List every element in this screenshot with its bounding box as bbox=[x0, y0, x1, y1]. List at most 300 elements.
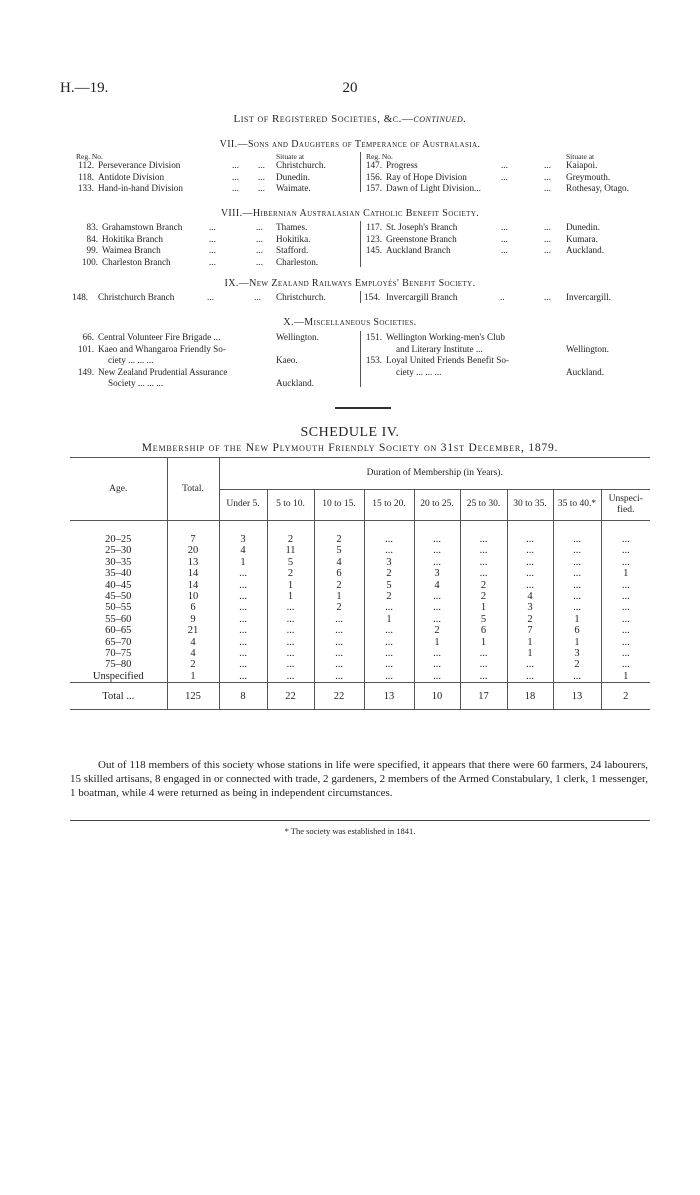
section-ix-title: IX.—New Zealand Railways Employés' Benefit Society. bbox=[224, 278, 476, 289]
duration-cell: ... bbox=[219, 671, 267, 683]
leader-dots: ... bbox=[544, 183, 551, 193]
leader-dots: ... bbox=[256, 222, 263, 232]
table-row bbox=[70, 545, 650, 556]
society-name-cont: and Literary Institute ... bbox=[396, 343, 483, 354]
society-name: Kaeo and Whangaroa Friendly So- bbox=[98, 343, 226, 354]
duration-cell: ... bbox=[414, 671, 460, 683]
duration-cell: ... bbox=[314, 671, 364, 683]
section-x-title: X.—Miscellaneous Societies. bbox=[283, 317, 417, 328]
header-total: Total. bbox=[167, 458, 219, 521]
society-entry bbox=[364, 183, 634, 195]
age-cell: 30–35 bbox=[105, 556, 132, 568]
leader-dots: ... bbox=[501, 245, 508, 255]
duration-cell: ... bbox=[601, 545, 650, 556]
duration-cell: 5 bbox=[267, 557, 314, 568]
duration-cell: ... bbox=[314, 625, 364, 636]
society-entry bbox=[72, 367, 357, 390]
duration-cell: 6 bbox=[314, 568, 364, 579]
duration-cell: ... bbox=[507, 534, 553, 545]
sec7-left-reg-head: Reg. No. bbox=[76, 152, 103, 161]
reg-number: 149. bbox=[77, 366, 94, 377]
table-row bbox=[70, 557, 650, 568]
duration-cell: ... bbox=[267, 659, 314, 670]
document-reference: H.—19. bbox=[60, 80, 109, 96]
section-viii-title: VIII.—Hibernian Australasian Catholic Benefit Society. bbox=[220, 208, 480, 219]
reg-number: 148. bbox=[72, 292, 89, 302]
sec7-right-reg-head: Reg. No. bbox=[366, 152, 393, 161]
sec8-divider bbox=[360, 221, 361, 267]
duration-cell: ... bbox=[460, 671, 507, 683]
duration-cell: ... bbox=[460, 534, 507, 545]
duration-cell: ... bbox=[219, 614, 267, 625]
society-name-cont: Society ... ... ... bbox=[108, 378, 164, 388]
society-name: Christchurch Branch bbox=[98, 292, 175, 302]
duration-cell: ... bbox=[460, 659, 507, 670]
society-name: Waimea Branch bbox=[102, 245, 161, 255]
situate-place: Rothesay, Otago. bbox=[566, 183, 629, 193]
section-vii-title: VII.—Sons and Daughters of Temperance of Australasia. bbox=[219, 139, 481, 150]
duration-cell: ... bbox=[414, 534, 460, 545]
age-cell: Unspecified bbox=[92, 670, 144, 682]
duration-cell: ... bbox=[267, 671, 314, 683]
reg-number: 154. bbox=[364, 292, 381, 302]
sec7-left-situate-head: Situate at bbox=[276, 152, 305, 161]
sec9-left-entry bbox=[72, 292, 362, 304]
leader-dots: ... bbox=[258, 160, 265, 170]
header-duration-col: 25 to 30. bbox=[460, 489, 507, 521]
duration-cell: ... bbox=[553, 591, 601, 602]
leader-dots: ... bbox=[501, 171, 508, 182]
duration-cell: ... bbox=[460, 557, 507, 568]
situate-place: Waimate. bbox=[276, 183, 311, 193]
table-row bbox=[70, 602, 650, 613]
duration-total-cell: 13 bbox=[364, 683, 414, 710]
leader-dots: ... bbox=[254, 292, 261, 302]
duration-total-cell: 8 bbox=[219, 683, 267, 710]
duration-cell: 6 bbox=[460, 625, 507, 636]
reg-number: 157. bbox=[365, 183, 382, 193]
duration-cell: ... bbox=[364, 659, 414, 670]
duration-cell: 2 bbox=[460, 591, 507, 602]
duration-cell: ... bbox=[460, 545, 507, 556]
situate-place: Wellington. bbox=[566, 343, 609, 354]
leader-dots: ... bbox=[501, 233, 508, 244]
society-entry bbox=[76, 160, 356, 172]
sec9-right-entry bbox=[364, 292, 634, 304]
sec10-divider bbox=[360, 331, 361, 387]
leader-dots: ... bbox=[207, 292, 214, 302]
society-name: Ray of Hope Division bbox=[386, 171, 467, 182]
reg-number: 112. bbox=[78, 160, 94, 170]
table-row bbox=[70, 659, 650, 670]
table-row bbox=[70, 591, 650, 602]
reg-number: 84. bbox=[86, 233, 98, 244]
duration-total-cell: 18 bbox=[507, 683, 553, 710]
leader-dots: ... bbox=[544, 292, 551, 302]
duration-total-cell: 2 bbox=[601, 683, 650, 710]
table-body bbox=[70, 521, 650, 710]
sec10-right-list bbox=[364, 332, 634, 378]
duration-cell: 2 bbox=[507, 614, 553, 625]
society-name: Hand-in-hand Division bbox=[98, 183, 183, 193]
age-cell: 40–45 bbox=[105, 579, 132, 591]
total-cell: 4 bbox=[167, 637, 219, 648]
sec9-divider bbox=[360, 291, 361, 303]
society-name: Grahamstown Branch bbox=[102, 222, 183, 232]
duration-cell: ... bbox=[364, 534, 414, 545]
duration-cell: 4 bbox=[507, 591, 553, 602]
duration-cell: 1 bbox=[507, 637, 553, 648]
total-cell: 20 bbox=[167, 545, 219, 556]
duration-cell: 1 bbox=[364, 614, 414, 625]
duration-cell: ... bbox=[553, 602, 601, 613]
leader-dots: ... bbox=[258, 183, 265, 193]
duration-cell: 1 bbox=[553, 614, 601, 625]
society-entry bbox=[76, 172, 356, 184]
situate-place: Hokitika. bbox=[276, 233, 311, 244]
duration-cell: 2 bbox=[364, 591, 414, 602]
list-title-continued: continued. bbox=[413, 113, 467, 125]
duration-cell: ... bbox=[267, 602, 314, 613]
duration-cell: 2 bbox=[267, 568, 314, 579]
duration-cell: 1 bbox=[553, 637, 601, 648]
society-name: Dawn of Light Division... bbox=[386, 183, 481, 193]
society-name: Wellington Working-men's Club bbox=[386, 332, 505, 342]
duration-cell: ... bbox=[219, 568, 267, 579]
leader-dots: ... bbox=[544, 160, 551, 170]
society-name: Loyal United Friends Benefit So- bbox=[386, 355, 509, 365]
situate-place: Christchurch. bbox=[276, 292, 326, 302]
duration-cell: ... bbox=[507, 659, 553, 670]
duration-cell: ... bbox=[364, 648, 414, 659]
leader-dots: ... bbox=[232, 160, 239, 170]
table-row bbox=[70, 648, 650, 659]
society-entry bbox=[364, 234, 634, 246]
total-cell: 13 bbox=[167, 557, 219, 568]
duration-cell: ... bbox=[601, 637, 650, 648]
duration-cell: ... bbox=[553, 545, 601, 556]
age-cell: 75–80 bbox=[105, 659, 132, 671]
duration-cell: ... bbox=[314, 637, 364, 648]
schedule-subtitle: Membership of the New Plymouth Friendly Society on 31st December, 1879. bbox=[141, 442, 559, 454]
situate-place: Christchurch. bbox=[276, 160, 326, 170]
society-entry bbox=[72, 344, 357, 367]
society-entry bbox=[76, 245, 356, 257]
society-name: Hokitika Branch bbox=[102, 233, 163, 244]
leader-dots: ... bbox=[209, 233, 216, 244]
total-cell: 9 bbox=[167, 614, 219, 625]
header-duration-col: 5 to 10. bbox=[267, 489, 314, 521]
duration-cell: ... bbox=[364, 602, 414, 613]
duration-cell: 1 bbox=[460, 602, 507, 613]
leader-dots: ... bbox=[544, 222, 551, 232]
leader-dots: ... bbox=[544, 233, 551, 244]
table-header-row-1 bbox=[70, 458, 650, 490]
duration-cell: ... bbox=[267, 625, 314, 636]
duration-cell: ... bbox=[414, 659, 460, 670]
sec8-left-list bbox=[76, 222, 356, 268]
situate-place: Kaeo. bbox=[276, 355, 298, 365]
duration-cell: 2 bbox=[414, 625, 460, 636]
total-cell: 2 bbox=[167, 659, 219, 670]
table-row bbox=[70, 568, 650, 579]
age-cell: 50–55 bbox=[105, 602, 132, 614]
duration-cell: ... bbox=[507, 671, 553, 683]
leader-dots: ... bbox=[256, 233, 263, 244]
list-title bbox=[0, 113, 700, 125]
duration-total-cell: 22 bbox=[267, 683, 314, 710]
membership-table bbox=[70, 457, 650, 710]
schedule-title: SCHEDULE IV. bbox=[300, 425, 400, 440]
society-entry bbox=[364, 332, 634, 355]
duration-cell: ... bbox=[507, 545, 553, 556]
header-duration-group: Duration of Membership (in Years). bbox=[219, 458, 650, 490]
duration-cell: 2 bbox=[460, 580, 507, 591]
duration-cell: ... bbox=[414, 591, 460, 602]
duration-total-cell: 22 bbox=[314, 683, 364, 710]
society-name-cont: ciety ... ... ... bbox=[108, 355, 154, 365]
sec10-left-list bbox=[72, 332, 357, 390]
duration-cell: 2 bbox=[553, 659, 601, 670]
reg-number: 123. bbox=[365, 233, 382, 244]
duration-cell: 3 bbox=[507, 602, 553, 613]
duration-cell: 4 bbox=[414, 580, 460, 591]
header-duration-col: 10 to 15. bbox=[314, 489, 364, 521]
society-entry bbox=[364, 222, 634, 234]
society-entry bbox=[76, 257, 356, 269]
duration-cell: 1 bbox=[314, 591, 364, 602]
total-label: Total ... bbox=[70, 683, 167, 710]
duration-cell: ... bbox=[314, 659, 364, 670]
society-name: Central Volunteer Fire Brigade ... bbox=[98, 332, 221, 342]
duration-cell: ... bbox=[460, 568, 507, 579]
reg-number: 153. bbox=[365, 355, 382, 365]
situate-place: Auckland. bbox=[566, 366, 605, 377]
situate-place: Dunedin. bbox=[566, 222, 600, 232]
duration-cell: 1 bbox=[267, 591, 314, 602]
duration-cell: ... bbox=[314, 614, 364, 625]
occupation-paragraph: Out of 118 members of this society whose stations in life were specified, it appears that there were 60 farmers, 24 labourers, 15 skilled artisans, 8 engaged in or connected with trade, 2 gardeners, 2 members of the Armed Constabulary, 1 clerk, 1 messenger, 1 boatman, while 4 were returned as being in independent circumstances. bbox=[70, 759, 648, 799]
duration-cell: ... bbox=[414, 648, 460, 659]
situate-place: Thames. bbox=[276, 222, 308, 232]
duration-cell: ... bbox=[219, 580, 267, 591]
total-cell: 125 bbox=[167, 683, 219, 710]
duration-cell: 4 bbox=[219, 545, 267, 556]
duration-cell: ... bbox=[601, 591, 650, 602]
society-entry bbox=[72, 332, 357, 344]
duration-cell: ... bbox=[219, 591, 267, 602]
age-cell: 70–75 bbox=[105, 648, 132, 660]
header-duration-col: 15 to 20. bbox=[364, 489, 414, 521]
society-entry bbox=[76, 234, 356, 246]
footnote-rule bbox=[70, 820, 650, 821]
duration-cell: ... bbox=[414, 545, 460, 556]
leader-dots: ... bbox=[232, 183, 239, 193]
leader-dots: ... bbox=[209, 256, 216, 267]
page-number: 20 bbox=[342, 80, 358, 96]
society-entry bbox=[76, 183, 356, 195]
total-cell: 6 bbox=[167, 602, 219, 613]
duration-cell: ... bbox=[219, 659, 267, 670]
sec7-right-list bbox=[364, 160, 634, 195]
header-duration-col: 20 to 25. bbox=[414, 489, 460, 521]
leader-dots: ... bbox=[209, 245, 216, 255]
spacer-row bbox=[70, 521, 650, 535]
duration-cell: ... bbox=[601, 602, 650, 613]
duration-cell: ... bbox=[219, 637, 267, 648]
total-cell: 1 bbox=[167, 671, 219, 683]
duration-cell: 1 bbox=[601, 568, 650, 579]
situate-place: Auckland. bbox=[276, 378, 315, 388]
leader-dots: ... bbox=[501, 160, 508, 170]
age-cell: 35–40 bbox=[105, 568, 132, 580]
reg-number: 83. bbox=[86, 222, 98, 232]
total-cell: 7 bbox=[167, 534, 219, 545]
reg-number: 99. bbox=[86, 245, 98, 255]
sec7-divider bbox=[360, 152, 361, 192]
reg-number: 145. bbox=[365, 245, 382, 255]
society-entry bbox=[364, 172, 634, 184]
footnote: * The society was established in 1841. bbox=[284, 826, 416, 836]
duration-cell: 1 bbox=[414, 637, 460, 648]
duration-cell: ... bbox=[601, 625, 650, 636]
duration-cell: 2 bbox=[314, 602, 364, 613]
leader-dots: .. bbox=[500, 292, 505, 302]
leader-dots: ... bbox=[209, 222, 216, 232]
duration-cell: ... bbox=[314, 648, 364, 659]
leader-dots: ... bbox=[544, 171, 551, 182]
duration-cell: 2 bbox=[314, 534, 364, 545]
table-row bbox=[70, 671, 650, 683]
duration-cell: 5 bbox=[364, 580, 414, 591]
sec7-left-list bbox=[76, 160, 356, 195]
age-cell: 45–50 bbox=[105, 591, 132, 603]
total-cell: 14 bbox=[167, 568, 219, 579]
age-cell: 20–25 bbox=[105, 534, 132, 545]
duration-cell: ... bbox=[364, 545, 414, 556]
duration-cell: 11 bbox=[267, 545, 314, 556]
duration-cell: 3 bbox=[219, 534, 267, 545]
society-entry bbox=[76, 222, 356, 234]
age-cell: 25–30 bbox=[105, 545, 132, 557]
society-name: Charleston Branch bbox=[102, 256, 171, 267]
age-cell: 60–65 bbox=[105, 625, 132, 637]
situate-place: Invercargill. bbox=[566, 292, 611, 302]
duration-cell: ... bbox=[267, 637, 314, 648]
duration-cell: 5 bbox=[314, 545, 364, 556]
duration-total-cell: 10 bbox=[414, 683, 460, 710]
situate-place: Charleston. bbox=[276, 256, 319, 267]
duration-cell: 3 bbox=[553, 648, 601, 659]
duration-cell: 5 bbox=[460, 614, 507, 625]
reg-number: 117. bbox=[366, 222, 382, 232]
duration-cell: 3 bbox=[364, 557, 414, 568]
society-name-cont: ciety ... ... ... bbox=[396, 366, 442, 377]
situate-place: Dunedin. bbox=[276, 171, 310, 182]
reg-number: 101. bbox=[77, 343, 94, 354]
duration-cell: 2 bbox=[364, 568, 414, 579]
duration-cell: 1 bbox=[267, 580, 314, 591]
society-name: Progress bbox=[386, 160, 418, 170]
society-name: Auckland Branch bbox=[386, 245, 451, 255]
duration-cell: ... bbox=[219, 625, 267, 636]
leader-dots: ... bbox=[258, 171, 265, 182]
total-cell: 21 bbox=[167, 625, 219, 636]
duration-cell: 1 bbox=[219, 557, 267, 568]
society-name: Invercargill Branch bbox=[386, 292, 458, 302]
reg-number: 151. bbox=[365, 332, 382, 342]
total-cell: 10 bbox=[167, 591, 219, 602]
separator-rule bbox=[335, 407, 391, 409]
situate-place: Auckland. bbox=[566, 245, 605, 255]
duration-cell: 4 bbox=[314, 557, 364, 568]
reg-number: 147. bbox=[365, 160, 382, 170]
situate-place: Wellington. bbox=[276, 332, 319, 342]
duration-cell: ... bbox=[601, 534, 650, 545]
society-name: St. Joseph's Branch bbox=[386, 222, 458, 232]
situate-place: Kumara. bbox=[566, 233, 598, 244]
duration-cell: 2 bbox=[267, 534, 314, 545]
reg-number: 156. bbox=[365, 171, 382, 182]
reg-number: 118. bbox=[78, 171, 94, 182]
reg-number: 100. bbox=[81, 256, 98, 267]
table-row bbox=[70, 637, 650, 648]
duration-cell: 7 bbox=[507, 625, 553, 636]
duration-cell: ... bbox=[553, 534, 601, 545]
list-title-main: List of Registered Societies, &c.— bbox=[233, 113, 414, 125]
header-duration-col: Under 5. bbox=[219, 489, 267, 521]
society-name: New Zealand Prudential Assurance bbox=[98, 366, 228, 377]
leader-dots: ... bbox=[256, 256, 263, 267]
situate-place: Stafford. bbox=[276, 245, 309, 255]
duration-cell: 1 bbox=[507, 648, 553, 659]
table-row bbox=[70, 625, 650, 636]
header-duration-col: 30 to 35. bbox=[507, 489, 553, 521]
duration-cell: ... bbox=[364, 671, 414, 683]
duration-cell: 3 bbox=[414, 568, 460, 579]
duration-cell: ... bbox=[553, 557, 601, 568]
leader-dots: ... bbox=[544, 245, 551, 255]
duration-cell: ... bbox=[460, 648, 507, 659]
header-duration-col: Unspeci-fied. bbox=[601, 489, 650, 521]
duration-cell: 2 bbox=[314, 580, 364, 591]
society-entry bbox=[364, 160, 634, 172]
header-age: Age. bbox=[70, 458, 167, 521]
duration-cell: ... bbox=[414, 602, 460, 613]
society-entry bbox=[364, 245, 634, 257]
leader-dots: ... bbox=[256, 245, 263, 255]
duration-cell: 1 bbox=[460, 637, 507, 648]
duration-cell: ... bbox=[364, 637, 414, 648]
duration-total-cell: 13 bbox=[553, 683, 601, 710]
duration-cell: ... bbox=[601, 614, 650, 625]
duration-cell: ... bbox=[601, 659, 650, 670]
duration-cell: ... bbox=[267, 614, 314, 625]
society-name: Antidote Division bbox=[98, 171, 165, 182]
duration-total-cell: 17 bbox=[460, 683, 507, 710]
duration-cell: ... bbox=[507, 568, 553, 579]
duration-cell: ... bbox=[601, 557, 650, 568]
duration-cell: ... bbox=[219, 602, 267, 613]
duration-cell: ... bbox=[414, 557, 460, 568]
duration-cell: ... bbox=[364, 625, 414, 636]
leader-dots: ... bbox=[232, 171, 239, 182]
sec7-right-situate-head: Situate at bbox=[566, 152, 595, 161]
duration-cell: ... bbox=[601, 648, 650, 659]
duration-cell: 1 bbox=[601, 671, 650, 683]
table-row bbox=[70, 614, 650, 625]
situate-place: Greymouth. bbox=[566, 171, 611, 182]
